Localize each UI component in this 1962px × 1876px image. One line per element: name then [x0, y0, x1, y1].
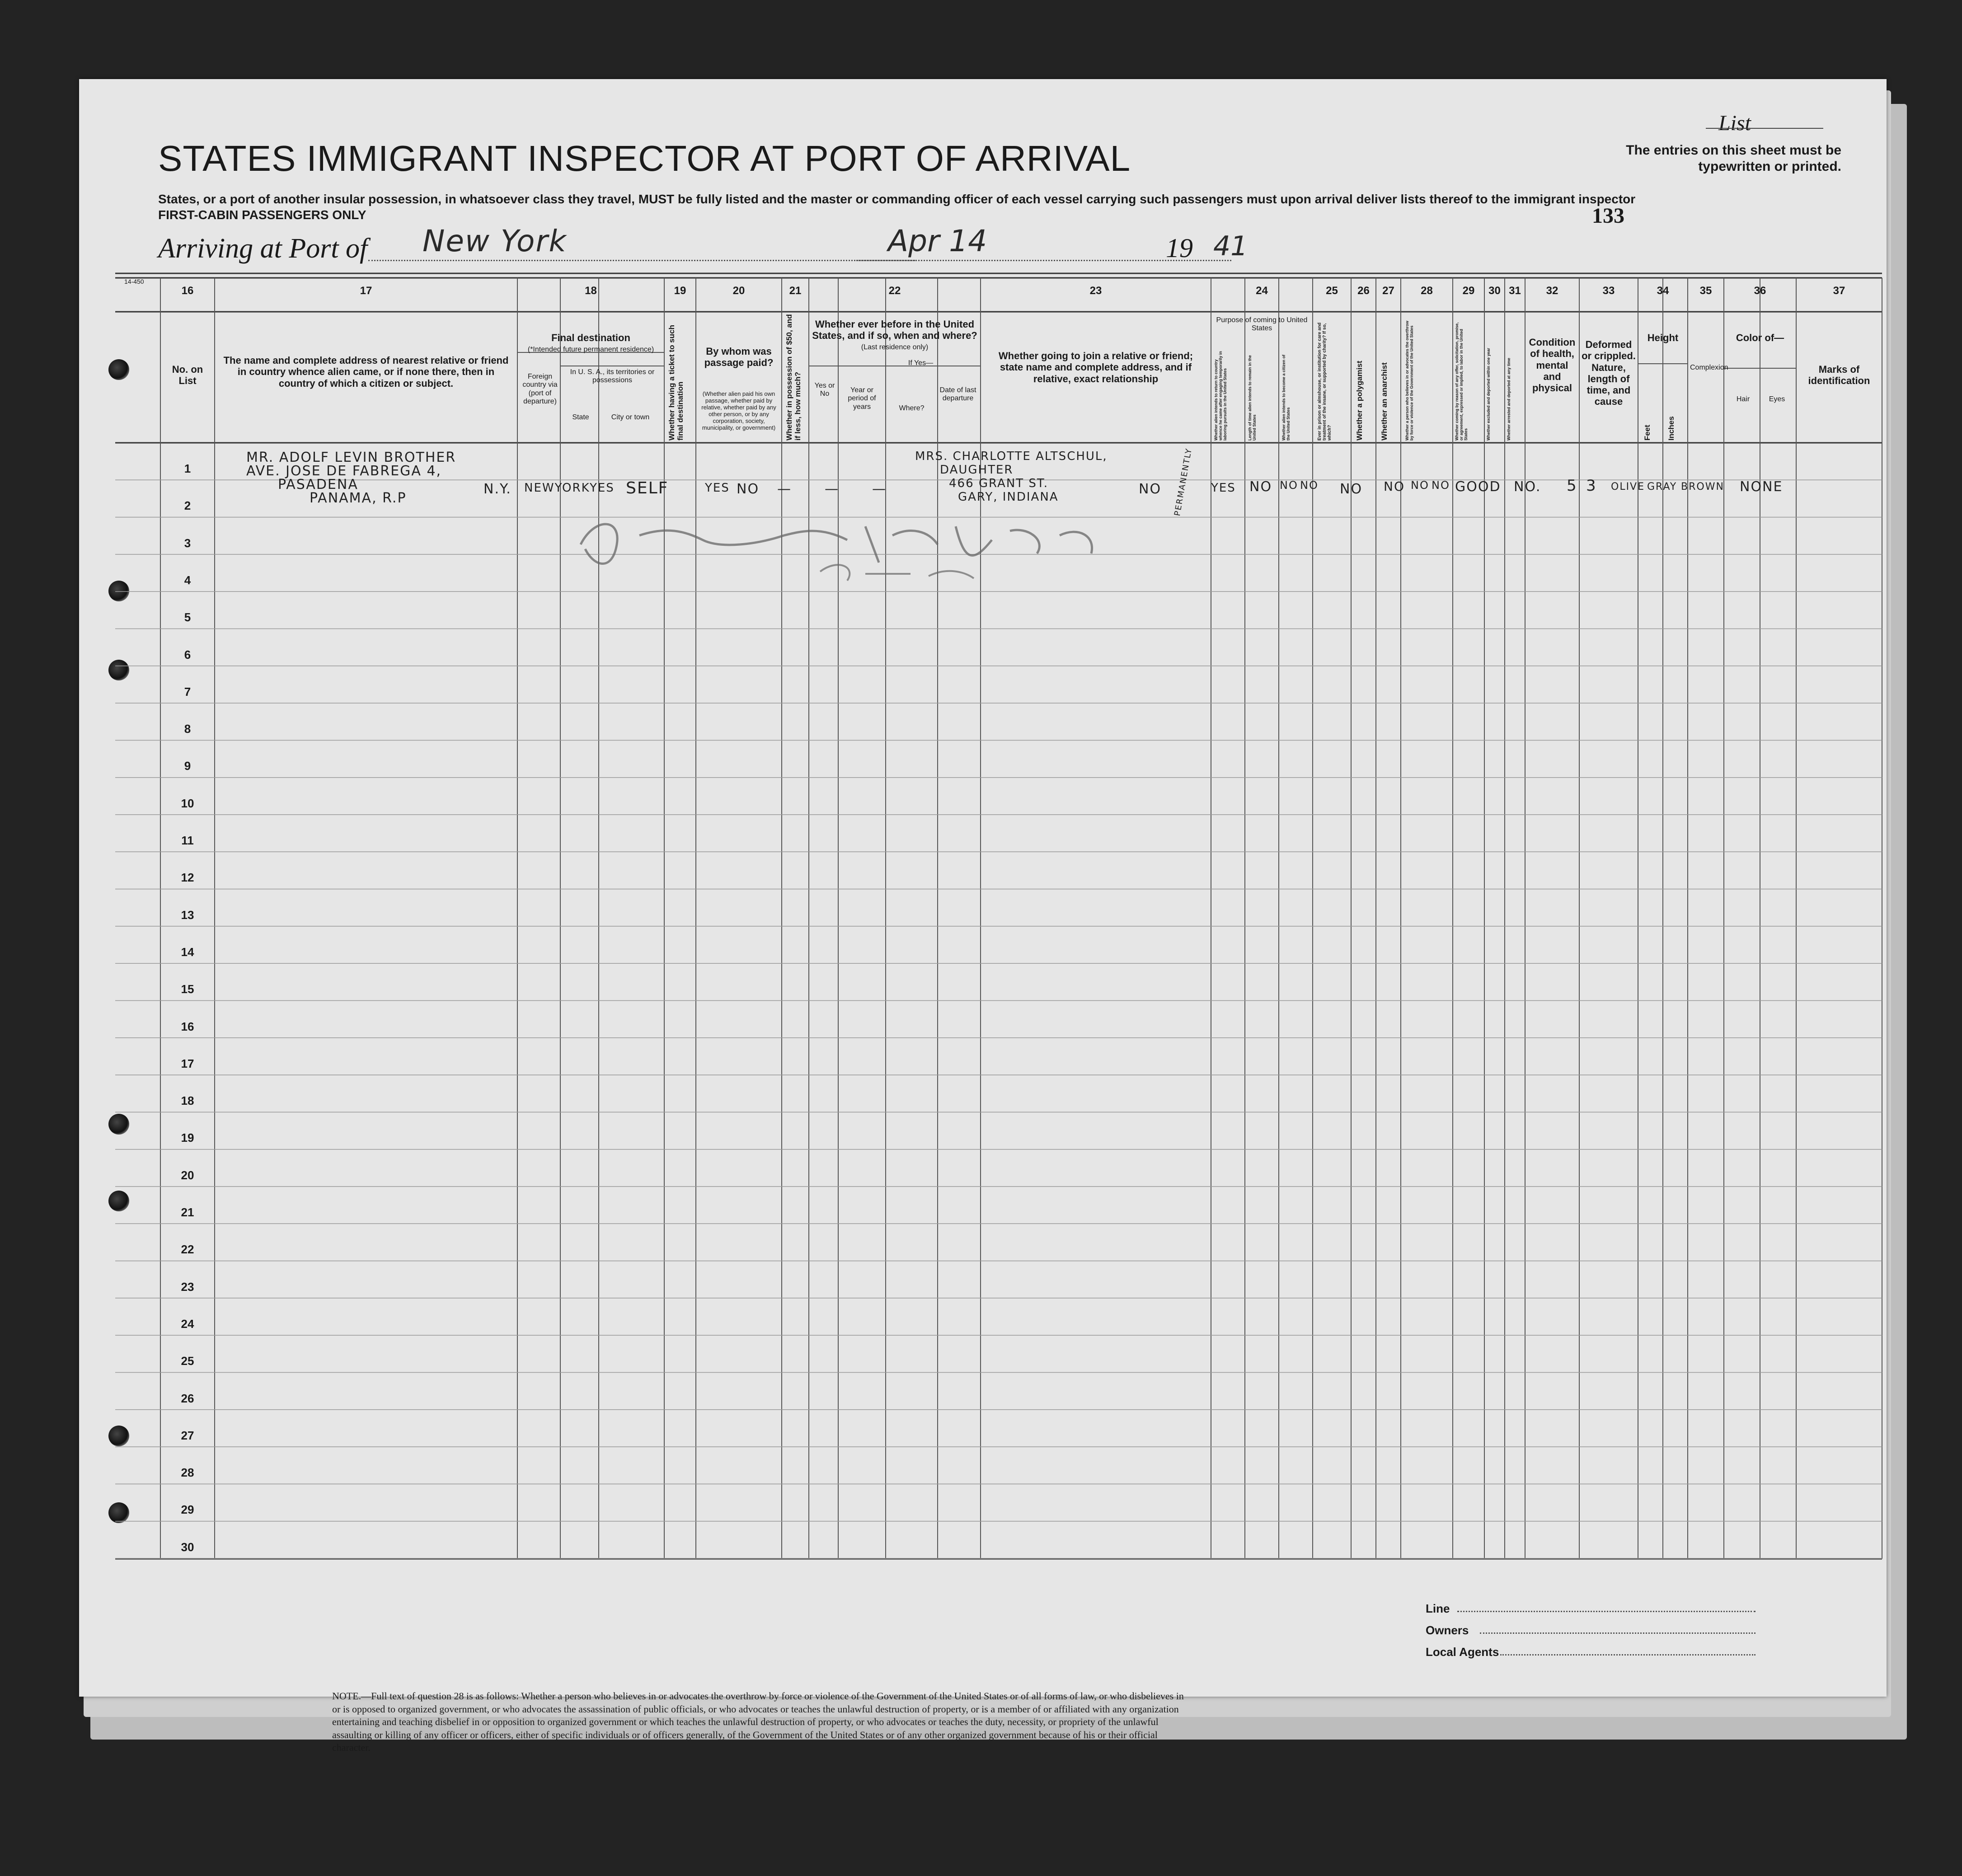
- form-subtitle: States, or a port of another insular possession, in whatsoever class they travel, MUST be fully listed and the master or commanding officer of each vessel carrying such passengers must upon arrival deliver lists thereof to the immigrant inspector: [158, 192, 1636, 206]
- join-line-1: MRS. CHARLOTTE ALTSCHUL,: [915, 450, 1108, 463]
- footer-line-label: Line: [1426, 1602, 1450, 1615]
- q28-value: NO: [1340, 481, 1363, 497]
- col-22-number: 22: [888, 285, 901, 297]
- col-36-hair: Hair: [1736, 395, 1750, 403]
- row-number: 24: [181, 1317, 194, 1331]
- row-number: 10: [181, 796, 194, 810]
- question-28-note: NOTE.—Full text of question 28 is as follows: Whether a person who believes in or advocates the overthrow by force or violence of the Government of the United States or of all forms of law, or who disbelieves in or is opposed to organized government, or who advocates the assassination of public officials, or who advocates or teaches the unlawful destruction of property, or is a member of or affiliated with any organization entertaining and teaching disbelief in or opposition to organized government or which teaches the unlawful destruction of property, or who advocates or teaches the duty, necessity, or propriety of the unlawful assaulting or killing of any officer or officers, either of specific individuals or of officers generally, of the Government of the United States or of any other organized government because of his or their official character.: [332, 1690, 1184, 1754]
- relative-line-3: PASADENA: [278, 477, 358, 492]
- col-21-header: Whether in possession of $50, and if less, how much?: [785, 314, 802, 441]
- col-18-subtitle: (*Intended future permanent residence): [527, 346, 654, 353]
- row-number: 21: [181, 1205, 194, 1219]
- row-number: 5: [184, 610, 191, 624]
- col-28-header: Whether a person who believes in or advocates the overthrow by force or violence of the Government of the United States: [1405, 320, 1414, 441]
- join-line-4: GARY, INDIANA: [958, 490, 1059, 504]
- col-36-eyes: Eyes: [1769, 395, 1785, 403]
- eyes-value: BROWN: [1681, 481, 1724, 492]
- col-26-number: 26: [1357, 285, 1370, 297]
- col-34-feet: Feet: [1643, 425, 1652, 441]
- col-26-header: Whether a polygamist: [1355, 361, 1364, 441]
- join-line-3: 466 GRANT ST.: [949, 477, 1048, 490]
- row-number: 4: [184, 573, 191, 587]
- col-28-number: 28: [1421, 285, 1433, 297]
- col-34-number: 34: [1657, 285, 1669, 297]
- col-19-header: Whether having a ticket to such final destination: [667, 325, 685, 441]
- polygamist-value: NO: [1280, 479, 1298, 492]
- col-18-foreign: Foreign country via (port of departure): [522, 373, 558, 406]
- footer-line-field: [1457, 1611, 1755, 1612]
- col-17-number: 17: [360, 285, 372, 297]
- row-number: 26: [181, 1391, 194, 1405]
- row-number: 22: [181, 1243, 194, 1257]
- q30-value: NO: [1411, 479, 1429, 492]
- col-30-number: 30: [1488, 285, 1501, 297]
- row-number: 11: [181, 834, 194, 847]
- col-33-header: Deformed or crippled. Nature, length of time, and cause: [1582, 339, 1636, 408]
- dest-state: N.Y.: [483, 481, 512, 497]
- row-number: 13: [181, 908, 194, 922]
- row-number: 2: [184, 499, 191, 513]
- col-22-subtitle: (Last residence only): [861, 343, 929, 351]
- passenger-class: FIRST-CABIN PASSENGERS ONLY: [158, 208, 366, 222]
- col-37-number: 37: [1833, 285, 1845, 297]
- col-31-number: 31: [1509, 285, 1521, 297]
- col-33-number: 33: [1602, 285, 1615, 297]
- health-value: GOOD: [1455, 479, 1501, 495]
- prison-value: NO: [1249, 479, 1272, 495]
- col-25-number: 25: [1326, 285, 1338, 297]
- col-29-number: 29: [1462, 285, 1475, 297]
- col-23-number: 23: [1089, 285, 1102, 297]
- col-37-header: Marks of identification: [1808, 364, 1870, 387]
- row-number: 28: [181, 1466, 194, 1480]
- col-32-header: Condition of health, mental and physical: [1529, 337, 1576, 394]
- col-20-number: 20: [732, 285, 745, 297]
- footer-owners-field: [1480, 1632, 1755, 1634]
- footer-owners-label: Owners: [1426, 1623, 1469, 1637]
- col-34-title: Height: [1647, 332, 1679, 343]
- col-18-city: City or town: [611, 413, 650, 421]
- row-number: 7: [184, 685, 191, 699]
- col-16-number: 16: [181, 285, 194, 297]
- form-title: STATES IMMIGRANT INSPECTOR AT PORT OF ARRIVAL: [158, 138, 1131, 178]
- col-20-title: By whom was passage paid?: [704, 346, 774, 369]
- col-18-number: 18: [585, 285, 597, 297]
- col-22-where: Where?: [899, 404, 925, 412]
- hair-value: GRAY: [1647, 481, 1677, 492]
- year-value: 41: [1213, 230, 1248, 262]
- complexion-value: OLIVE: [1611, 481, 1645, 492]
- arriving-label: Arriving at Port of: [158, 233, 368, 264]
- col-16-header: No. on List: [172, 364, 203, 387]
- marks-value: NONE: [1740, 479, 1783, 495]
- anarchist-value: NO: [1300, 479, 1319, 492]
- join-line-2: DAUGHTER: [940, 463, 1014, 477]
- col-24a-header: Whether alien intends to return to country whence he came after engaging temporarily in laboring pursuits in the United States: [1214, 351, 1227, 441]
- col-32-number: 32: [1546, 285, 1558, 297]
- ticket-value: YES: [590, 481, 615, 495]
- col-27-header: Whether an anarchist: [1380, 362, 1389, 441]
- footer-agents-field: [1500, 1654, 1755, 1656]
- relative-line-1: MR. ADOLF LEVIN BROTHER: [246, 450, 456, 465]
- row-number: 20: [181, 1168, 194, 1182]
- row-number: 19: [181, 1131, 194, 1145]
- relative-line-4: PANAMA, R.P: [310, 490, 407, 506]
- footer-agents-label: Local Agents: [1426, 1645, 1499, 1659]
- col-35-number: 35: [1699, 285, 1712, 297]
- row-number: 23: [181, 1280, 194, 1294]
- sheet-number: 133: [1592, 204, 1624, 228]
- form-code: 14-450: [124, 278, 144, 285]
- col-25-header: Ever in prison or almshouse, or institution for care and treatment of the insane, or supported by charity? If so, which?: [1317, 322, 1332, 441]
- col-21-number: 21: [789, 285, 802, 297]
- deformed-value: NO.: [1514, 479, 1541, 495]
- year-prefix: 19: [1166, 233, 1193, 263]
- feet-value: 5: [1567, 477, 1577, 495]
- col-29-header: Whether coming by reason of any offer, solicitation, promise, or agreement, expressed or implied, to labor in the United States: [1455, 322, 1468, 441]
- row-number: 9: [184, 759, 191, 773]
- before-yes-no: NO: [737, 481, 760, 497]
- paid-by-value: SELF: [626, 479, 669, 497]
- row-number: 3: [184, 536, 191, 550]
- inches-value: 3: [1586, 477, 1597, 495]
- manifest-grid: [79, 79, 1887, 1697]
- col-23-header: Whether going to join a relative or friend; state name and complete address, and if relative, exact relationship: [998, 350, 1193, 385]
- date-value: Apr 14: [888, 224, 987, 258]
- before-date: —: [872, 481, 887, 497]
- dest-city: NEWYORK: [524, 481, 590, 495]
- col-24b-header: Length of time alien intends to remain in the United States: [1248, 355, 1257, 441]
- col-20-subtitle: (Whether alien paid his own passage, whether paid by relative, whether paid by any other person, or by any corporation, society, municipality, or government): [701, 390, 776, 431]
- col-31-header: Whether arrested and deported at any time: [1507, 357, 1511, 441]
- row-number: 25: [181, 1354, 194, 1368]
- return-home-value: NO: [1139, 481, 1162, 497]
- col-22-yesno: Yes or No: [814, 382, 835, 398]
- before-year: —: [777, 481, 792, 497]
- relative-line-2: AVE. JOSE DE FABREGA 4,: [246, 463, 442, 479]
- row-number: 6: [184, 647, 191, 661]
- row-number: 12: [181, 871, 194, 885]
- col-19-number: 19: [674, 285, 686, 297]
- col-22-date: Date of last departure: [939, 386, 976, 403]
- entries-note: The entries on this sheet must be typewritten or printed.: [1626, 143, 1841, 174]
- col-22-title: Whether ever before in the United States, and if so, when and where?: [812, 319, 977, 342]
- q31-value: NO: [1432, 479, 1450, 492]
- inspector-signature: [567, 499, 1155, 590]
- col-27-number: 27: [1382, 285, 1394, 297]
- col-18-title: Final destination: [551, 332, 630, 343]
- before-where: —: [825, 481, 839, 497]
- manifest-sheet: [79, 79, 1887, 1754]
- list-label: List: [1718, 111, 1751, 135]
- col-35-header: Complexion: [1690, 364, 1728, 371]
- length-stay-value: PERMANENTLY: [1173, 447, 1194, 517]
- has-50-value: YES: [705, 481, 730, 495]
- row-number: 27: [181, 1428, 194, 1442]
- row-number: 14: [181, 945, 194, 959]
- col-30-header: Whether excluded and deported within one year: [1486, 347, 1491, 441]
- row-number: 17: [181, 1056, 194, 1070]
- q29-value: NO: [1384, 479, 1405, 494]
- col-22-ifyes: If Yes—: [908, 359, 934, 367]
- row-number: 15: [181, 982, 194, 996]
- col-17-header: The name and complete address of nearest relative or friend in country whence alien came, or if none there, then in country of which a citizen or subject.: [223, 355, 509, 389]
- citizen-value: YES: [1211, 481, 1236, 495]
- col-36-number: 36: [1754, 285, 1766, 297]
- row-number: 8: [184, 722, 191, 736]
- col-34-inches: Inches: [1667, 416, 1676, 441]
- col-18-state: State: [572, 413, 589, 421]
- row-number: 29: [181, 1503, 194, 1517]
- col-18-usa: In U. S. A., its territories or possessions: [570, 368, 655, 385]
- row-number: 1: [184, 462, 191, 475]
- col-24-title: Purpose of coming to United States: [1216, 316, 1308, 333]
- row-number: 16: [181, 1019, 194, 1033]
- col-22-year: Year or period of years: [848, 386, 876, 411]
- row-number: 18: [181, 1094, 194, 1108]
- col-24-number: 24: [1256, 285, 1268, 297]
- col-24c-header: Whether alien intends to become a citizen of the United States: [1281, 354, 1291, 441]
- col-36-title: Color of—: [1736, 332, 1784, 343]
- row-number: 30: [181, 1540, 194, 1554]
- port-value: New York: [422, 224, 567, 258]
